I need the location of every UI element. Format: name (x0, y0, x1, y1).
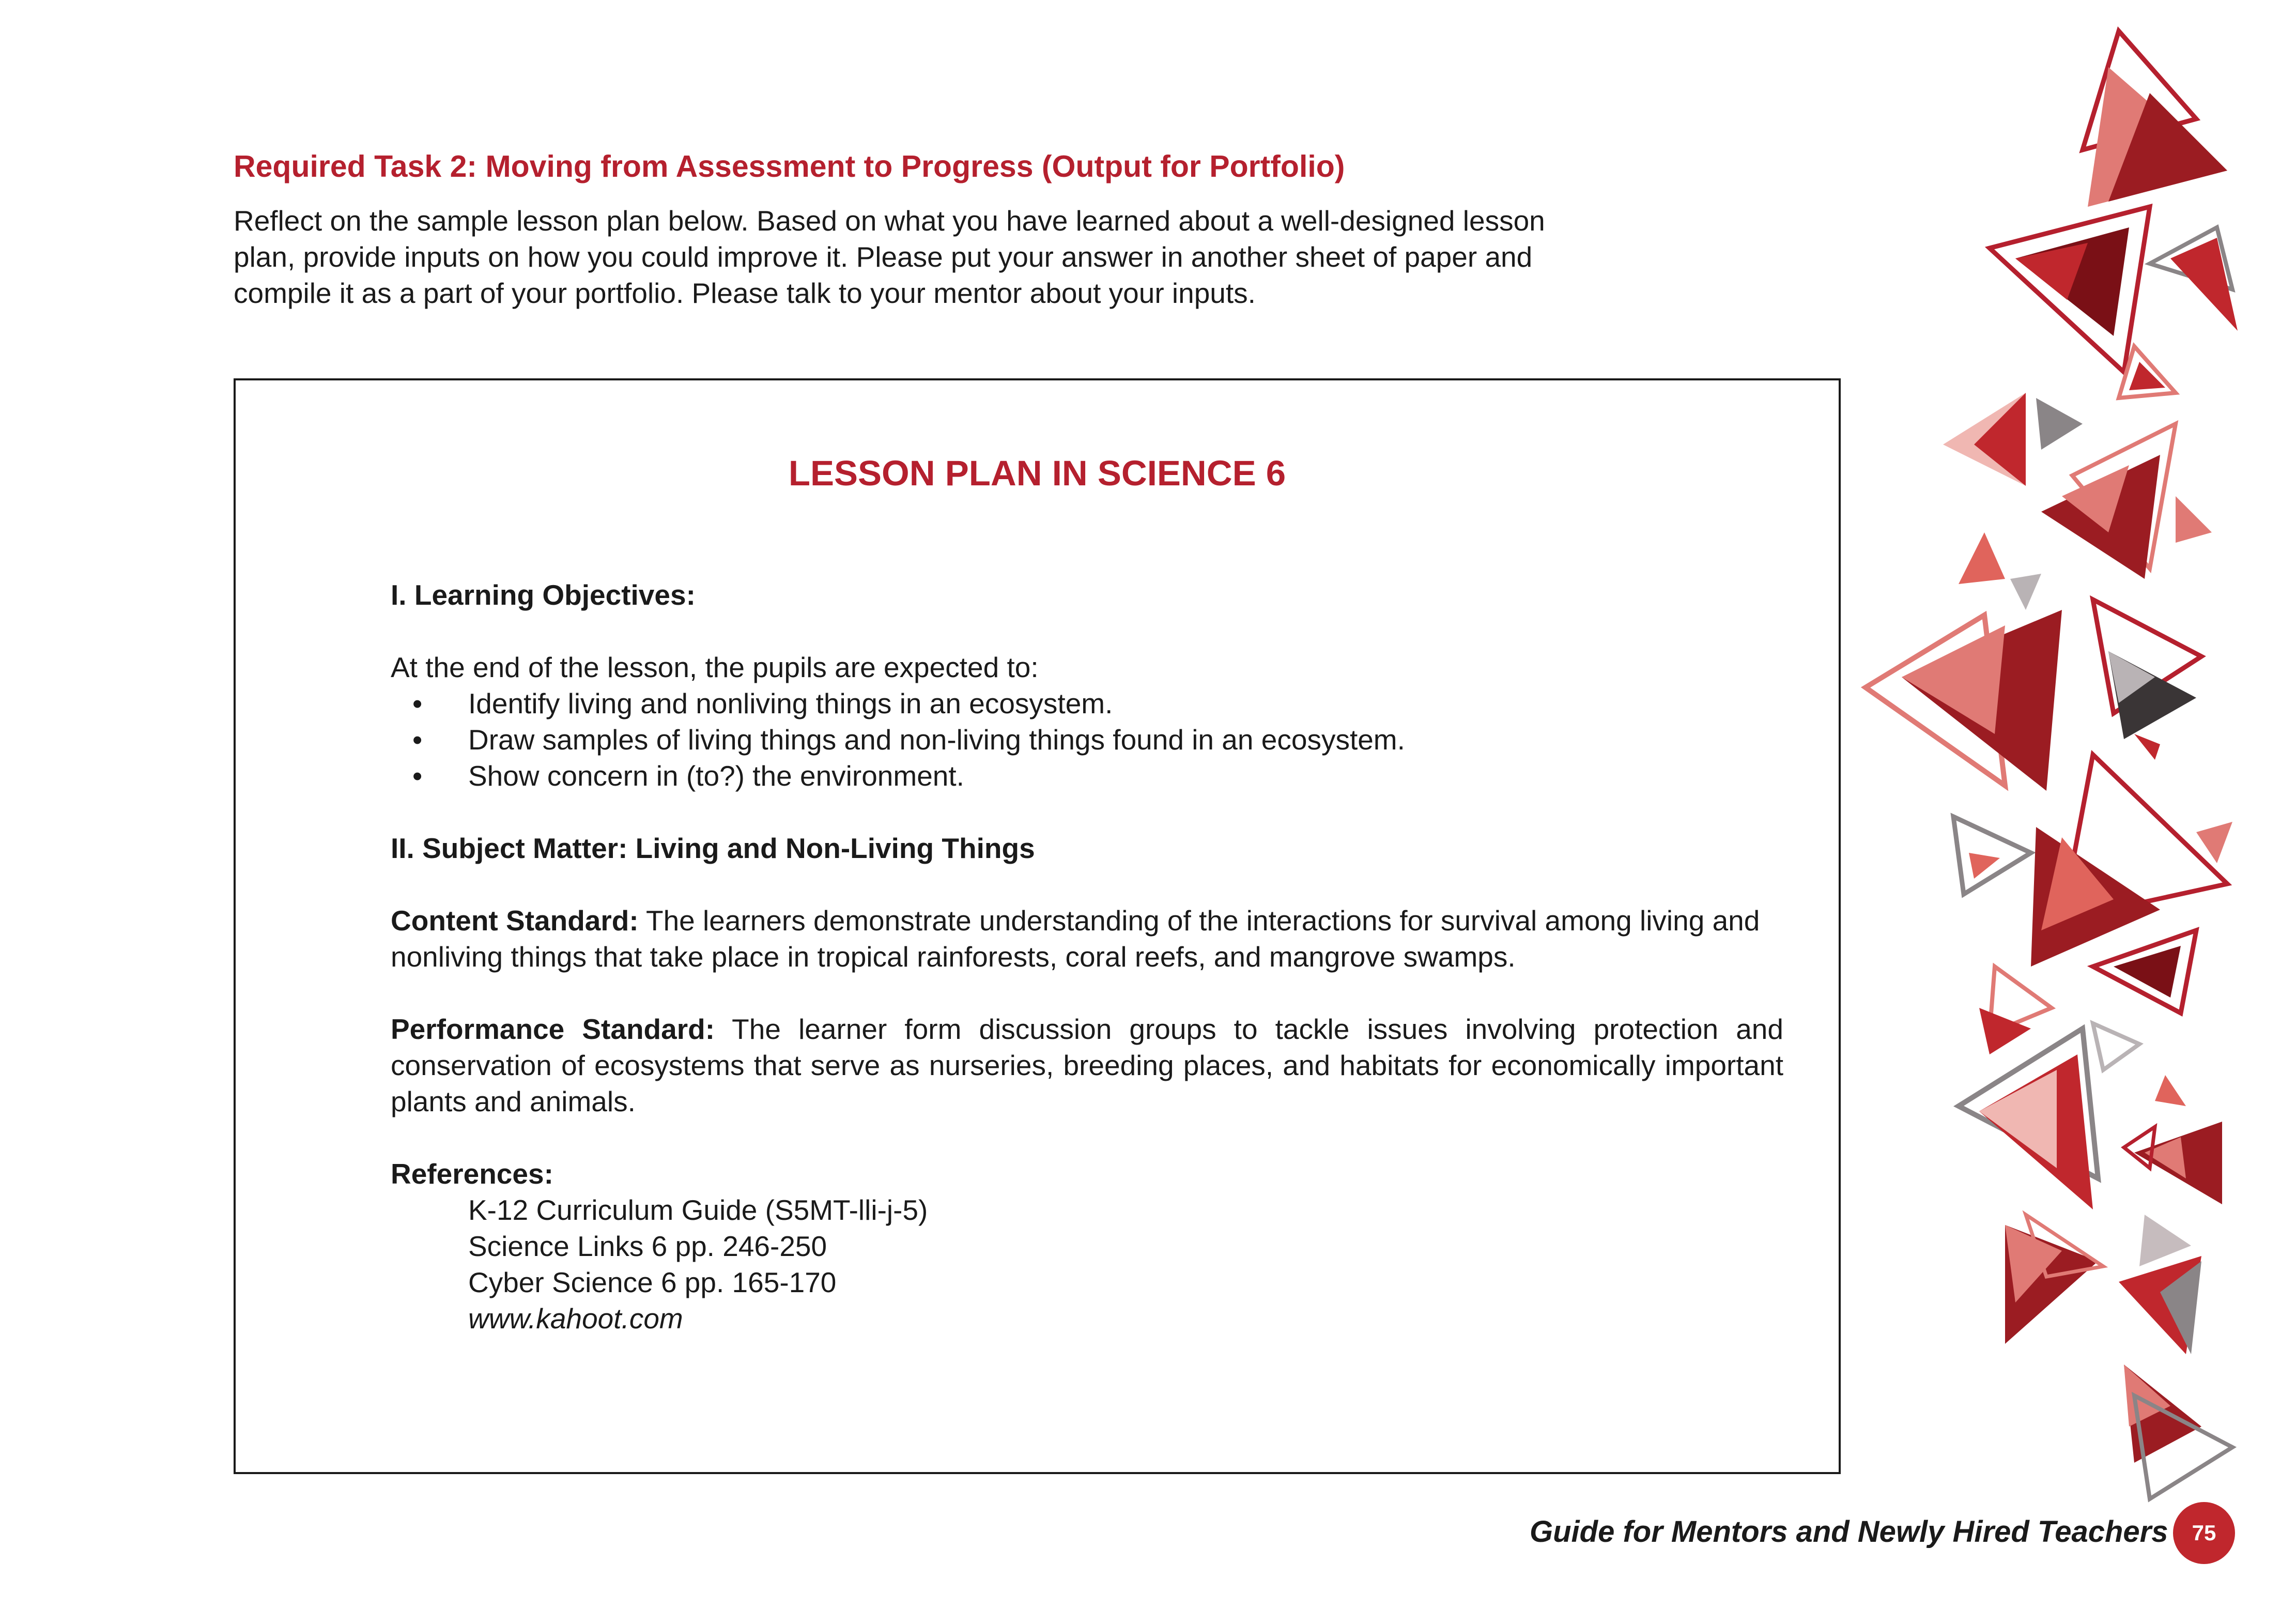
bullet-icon: • (412, 760, 423, 792)
intro-line: Reflect on the sample lesson plan below. Based on what you have learned about a well-designed lesson (234, 205, 1545, 237)
performance-standard (391, 1011, 1783, 1120)
reference-item: Science Links 6 pp. 246-250 (468, 1230, 827, 1262)
triangle-icon (1943, 393, 2212, 610)
content-standard-label: Content Standard: (391, 905, 639, 937)
bullet-icon: • (412, 724, 423, 756)
footer-title: Guide for Mentors and Newly Hired Teachers (1530, 1515, 2168, 1549)
bullet-icon: • (412, 687, 423, 719)
subject-matter: II. Subject Matter: Living and Non-Living Things (391, 832, 1035, 864)
performance-standard-label: Performance Standard: (391, 1013, 715, 1045)
task-title: Required Task 2: Moving from Assessment to Progress (Output for Portfolio) (234, 149, 1345, 183)
page-number-badge: 75 (2173, 1502, 2235, 1564)
triangle-icon (1990, 31, 2238, 398)
lesson-plan-box (234, 378, 1841, 1474)
reference-item: K-12 Curriculum Guide (S5MT-lli-j-5) (468, 1194, 928, 1226)
list-item (391, 722, 1783, 758)
objectives-heading: I. Learning Objectives: (391, 579, 696, 611)
lesson-plan-title: LESSON PLAN IN SCIENCE 6 (788, 453, 1286, 493)
objective-text: Show concern in (to?) the environment. (468, 760, 964, 792)
reference-link[interactable]: www.kahoot.com (468, 1303, 683, 1335)
intro-line: plan, provide inputs on how you could improve it. Please put your answer in another sheet of paper and (234, 241, 1533, 273)
triangle-icon (2124, 1365, 2232, 1499)
objective-text: Identify living and nonliving things in an ecosystem. (468, 687, 1113, 719)
content-standard-text: The learners demonstrate understanding of the interactions for survival among living and nonliving things that take place in tropical rainforests, coral reefs, and mangrove swamps. (391, 905, 1760, 973)
list-item (391, 685, 1783, 722)
task-intro (234, 203, 1629, 311)
intro-line: compile it as a part of your portfolio. Please talk to your mentor about your inputs. (234, 277, 1256, 309)
content-standard (391, 902, 1783, 975)
list-item (391, 758, 1783, 794)
reference-item: Cyber Science 6 pp. 165-170 (468, 1266, 837, 1298)
objectives-list (391, 685, 1783, 794)
objectives-intro: At the end of the lesson, the pupils are expected to: (391, 651, 1039, 683)
triangle-decoration (1840, 0, 2296, 1624)
triangle-icon (1959, 967, 2186, 1209)
lesson-plan-body (391, 577, 1783, 1337)
performance-standard-text: The learner form discussion groups to tackle issues involving protection and conservation of ecosystems that serve as nurseries, breeding places, and habitats for economically important plants and animals. (391, 1013, 1783, 1117)
triangle-icon (1866, 600, 2201, 791)
references-heading: References: (391, 1158, 553, 1190)
objective-text: Draw samples of living things and non-living things found in an ecosystem. (468, 724, 1405, 756)
